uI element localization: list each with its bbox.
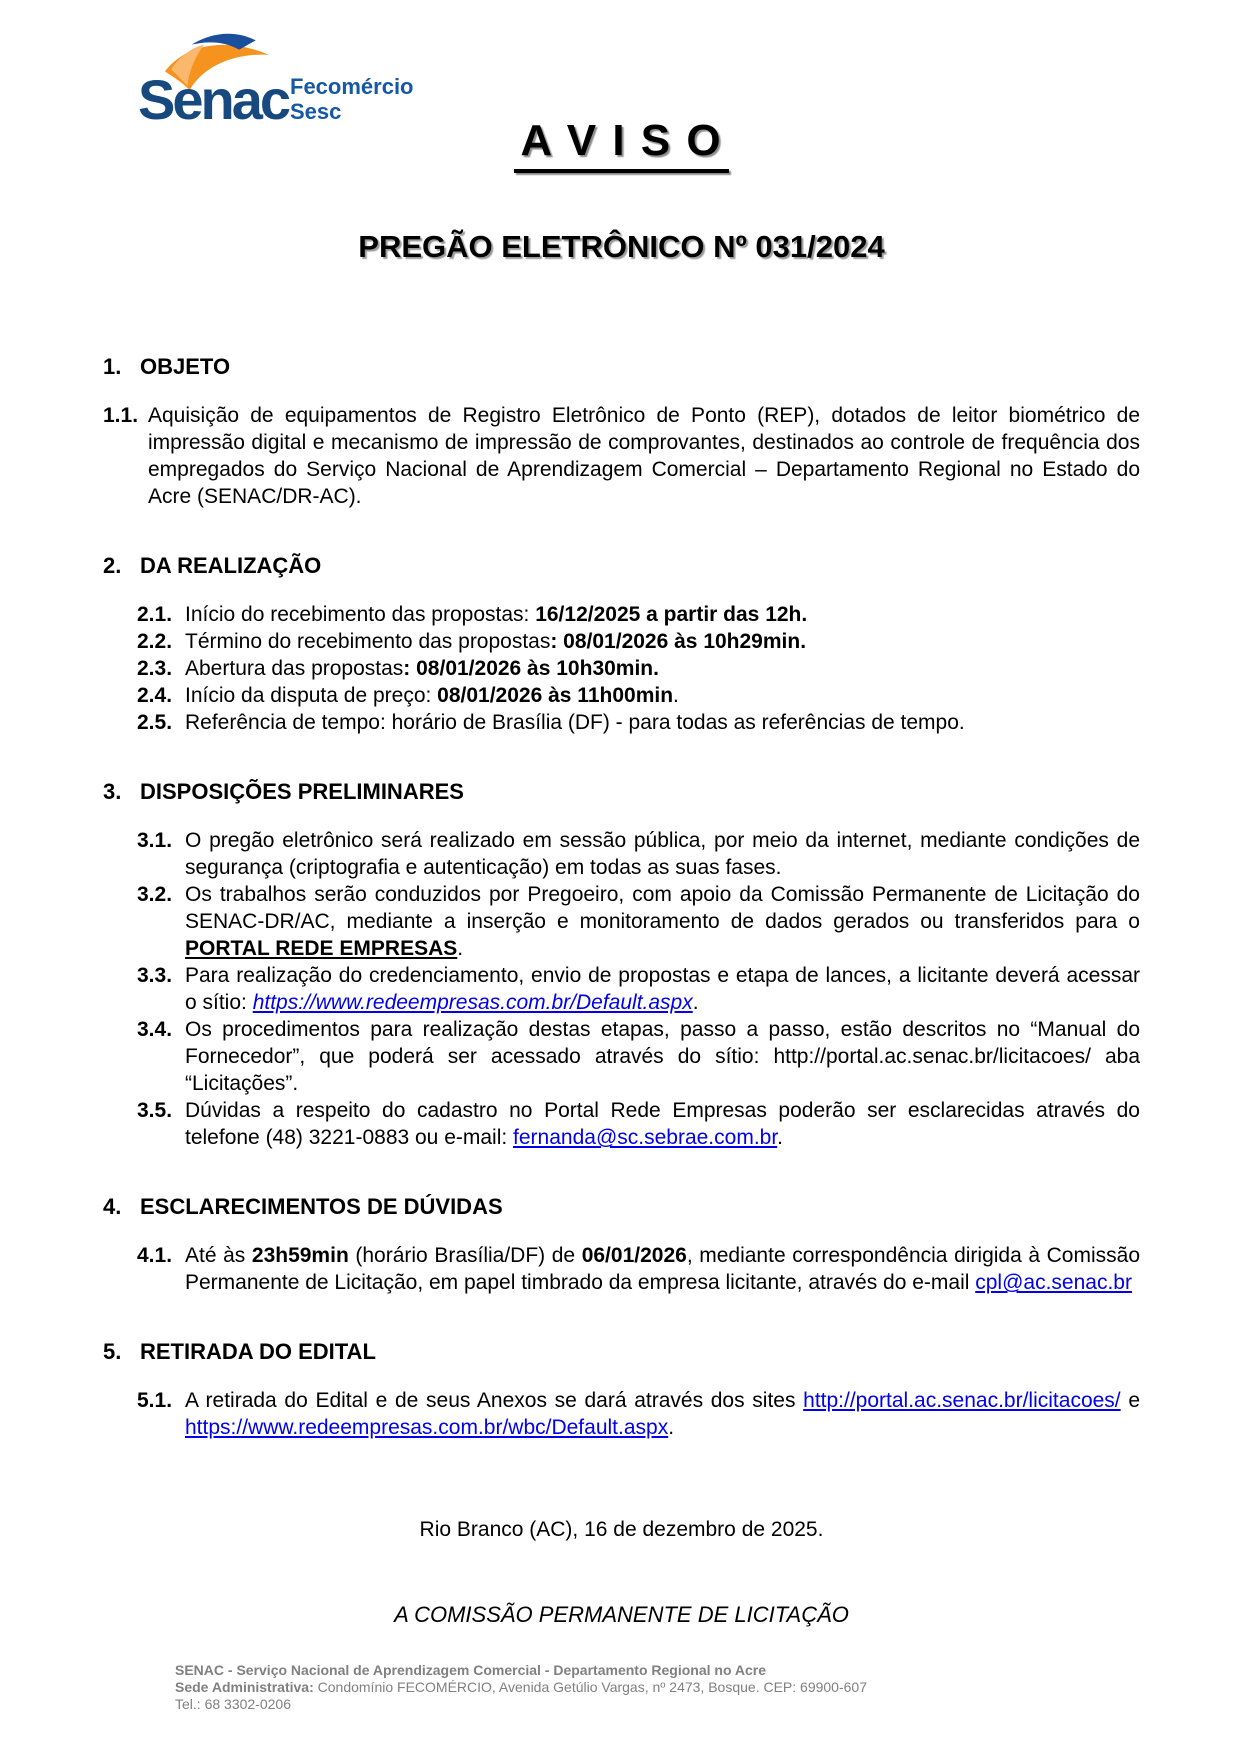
closing-date-line: Rio Branco (AC), 16 de dezembro de 2025. (419, 1518, 824, 1542)
list-item (103, 402, 1140, 510)
item-number: 3.4. (137, 1018, 173, 1042)
text-run: Condomínio FECOMÉRCIO, Avenida Getúlio Vargas, nº 2473, Bosque. CEP: 69900-607 (317, 1679, 867, 1695)
item-number: 2.5. (137, 711, 173, 735)
section-items (103, 1242, 1140, 1296)
section-items (103, 827, 1140, 1151)
text-run: . (692, 991, 699, 1015)
section-number: 5. (103, 1339, 122, 1365)
footer-line (175, 1662, 1151, 1679)
item-number: 2.3. (137, 657, 173, 681)
section (103, 1338, 1140, 1441)
item-number: 1.1. (103, 404, 139, 428)
item-text (185, 628, 1140, 655)
hyperlink[interactable]: fernanda@sc.sebrae.com.br (513, 1126, 778, 1150)
text-run: O pregão eletrônico será realizado em sessão pública, por meio da internet, mediante condições de segurança (criptografia e autenticação) em todas as suas fases. (185, 829, 1140, 880)
section-heading (103, 353, 1140, 380)
item-text (185, 601, 1140, 628)
item-number: 2.4. (137, 684, 173, 708)
footer-line (175, 1679, 1151, 1696)
page-footer (175, 1662, 1151, 1713)
list-item (137, 962, 1140, 1016)
item-text (185, 1242, 1140, 1296)
section-heading (103, 1338, 1140, 1365)
section-title: DA REALIZAÇÃO (140, 553, 322, 579)
text-run: Início da disputa de preço: (185, 684, 438, 708)
text-run: , mediante correspondência dirigida à Comissão Permanente de Licitação, em papel timbrado da empresa licitante, através do e-mail (185, 1244, 1140, 1295)
section-heading (103, 1193, 1140, 1220)
list-item (137, 1242, 1140, 1296)
text-run: Dúvidas a respeito do cadastro no Portal Rede Empresas poderão ser esclarecidas através do telefone (48) 3221-0883 ou e-mail: (185, 1099, 1140, 1150)
list-item (137, 709, 1140, 736)
section-title: ESCLARECIMENTOS DE DÚVIDAS (140, 1194, 503, 1220)
signature-line: A COMISSÃO PERMANENTE DE LICITAÇÃO (394, 1602, 849, 1628)
document-title: A V I S O (514, 118, 728, 173)
text-run: (horário Brasília/DF) de (348, 1244, 582, 1268)
list-item (137, 1097, 1140, 1151)
text-run: PORTAL REDE EMPRESAS (185, 937, 458, 961)
section-items (103, 402, 1140, 510)
text-run: : 08/01/2026 às 10h29min. (550, 630, 807, 654)
hyperlink[interactable]: http://portal.ac.senac.br/licitacoes/ (803, 1389, 1121, 1413)
section-title: OBJETO (140, 354, 231, 380)
list-item (137, 682, 1140, 709)
section-items (103, 601, 1140, 736)
section-number: 4. (103, 1194, 122, 1220)
section (103, 1193, 1140, 1296)
sesc-label: Sesc (290, 99, 342, 125)
item-number: 5.1. (137, 1389, 173, 1413)
fecomercio-label: Fecomércio (290, 74, 414, 99)
text-run: Término do recebimento das propostas (185, 630, 551, 654)
text-run: Até às (185, 1244, 252, 1268)
list-item (137, 1016, 1140, 1097)
text-run: : 08/01/2026 às 10h30min. (403, 657, 659, 681)
section-number: 2. (103, 553, 122, 579)
text-run: 16/12/2025 a partir das 12h. (535, 603, 808, 627)
section-number: 1. (103, 354, 122, 380)
item-text (185, 1097, 1140, 1151)
text-run: . (668, 1416, 675, 1440)
item-text (185, 962, 1140, 1016)
item-number: 3.1. (137, 829, 173, 853)
text-run: Sede Administrativa: (175, 1679, 318, 1695)
item-text (185, 1387, 1140, 1441)
hyperlink[interactable]: https://www.redeempresas.com.br/Default.aspx (252, 991, 693, 1015)
list-item (137, 1387, 1140, 1441)
item-text (185, 655, 1140, 682)
hyperlink[interactable]: https://www.redeempresas.com.br/wbc/Default.aspx (185, 1416, 669, 1440)
section (103, 552, 1140, 736)
text-run: . (457, 937, 464, 961)
section-title: DISPOSIÇÕES PRELIMINARES (140, 779, 464, 805)
section (103, 353, 1140, 510)
text-run: 06/01/2026 (581, 1244, 687, 1268)
hyperlink[interactable]: cpl@ac.senac.br (975, 1271, 1132, 1295)
text-run: A retirada do Edital e de seus Anexos se dará através dos sites (185, 1389, 804, 1413)
item-number: 3.5. (137, 1099, 173, 1123)
item-text (185, 881, 1140, 962)
list-item (137, 827, 1140, 881)
item-number: 3.3. (137, 964, 173, 988)
text-run: Aquisição de equipamentos de Registro Eletrônico de Ponto (REP), dotados de leitor biométrico de impressão digital e mecanismo de impressão de comprovantes, destinados ao controle de frequência dos empregados do Serviço Nacional de Aprendizagem Comercial – Departamento Regional no Estado do Acre (SENAC/DR-AC). (148, 404, 1140, 509)
text-run: Referência de tempo: horário de Brasília (DF) - para todas as referências de tempo. (185, 711, 965, 735)
text-run: 23h59min (251, 1244, 349, 1268)
section-title: RETIRADA DO EDITAL (140, 1339, 376, 1365)
document-subtitle: PREGÃO ELETRÔNICO Nº 031/2024 (358, 229, 885, 265)
item-text (185, 827, 1140, 881)
item-text (185, 682, 1140, 709)
section-items (103, 1387, 1140, 1441)
list-item (137, 628, 1140, 655)
item-text (148, 402, 1140, 510)
fecomercio-sesc-label (290, 74, 414, 125)
text-run: . (673, 684, 679, 708)
item-number: 2.2. (137, 630, 173, 654)
item-text (185, 1016, 1140, 1097)
section (103, 778, 1140, 1151)
item-number: 2.1. (137, 603, 173, 627)
item-text (185, 709, 1140, 736)
text-run: SENAC - Serviço Nacional de Aprendizagem Comercial - Departamento Regional no Acre (175, 1662, 766, 1678)
section-heading (103, 552, 1140, 579)
text-run: 08/01/2026 às 11h00min (437, 684, 674, 708)
text-run: Tel.: 68 3302-0206 (175, 1696, 291, 1712)
list-item (137, 655, 1140, 682)
section-number: 3. (103, 779, 122, 805)
footer-line (175, 1696, 1151, 1713)
senac-logo (138, 28, 438, 133)
item-number: 4.1. (137, 1244, 173, 1268)
senac-wordmark: Senac (138, 68, 288, 131)
text-run: Os trabalhos serão conduzidos por Pregoeiro, com apoio da Comissão Permanente de Licitação do SENAC-DR/AC, mediante a inserção e monitoramento de dados gerados ou transferidos para o (185, 883, 1140, 934)
list-item (137, 601, 1140, 628)
text-run: e (1120, 1389, 1140, 1413)
sections (103, 353, 1140, 1441)
item-number: 3.2. (137, 883, 173, 907)
text-run: . (777, 1126, 784, 1150)
text-run: Para realização do credenciamento, envio de propostas e etapa de lances, a licitante deverá acessar o sítio: (185, 964, 1140, 1015)
list-item (137, 881, 1140, 962)
text-run: Os procedimentos para realização destas etapas, passo a passo, estão descritos no “Manual do Fornecedor”, que poderá ser acessado através do sítio: http://portal.ac.senac.br/licitacoes/ aba “Licitações”. (185, 1018, 1140, 1096)
section-heading (103, 778, 1140, 805)
text-run: Início do recebimento das propostas: (185, 603, 536, 627)
text-run: Abertura das propostas (185, 657, 404, 681)
